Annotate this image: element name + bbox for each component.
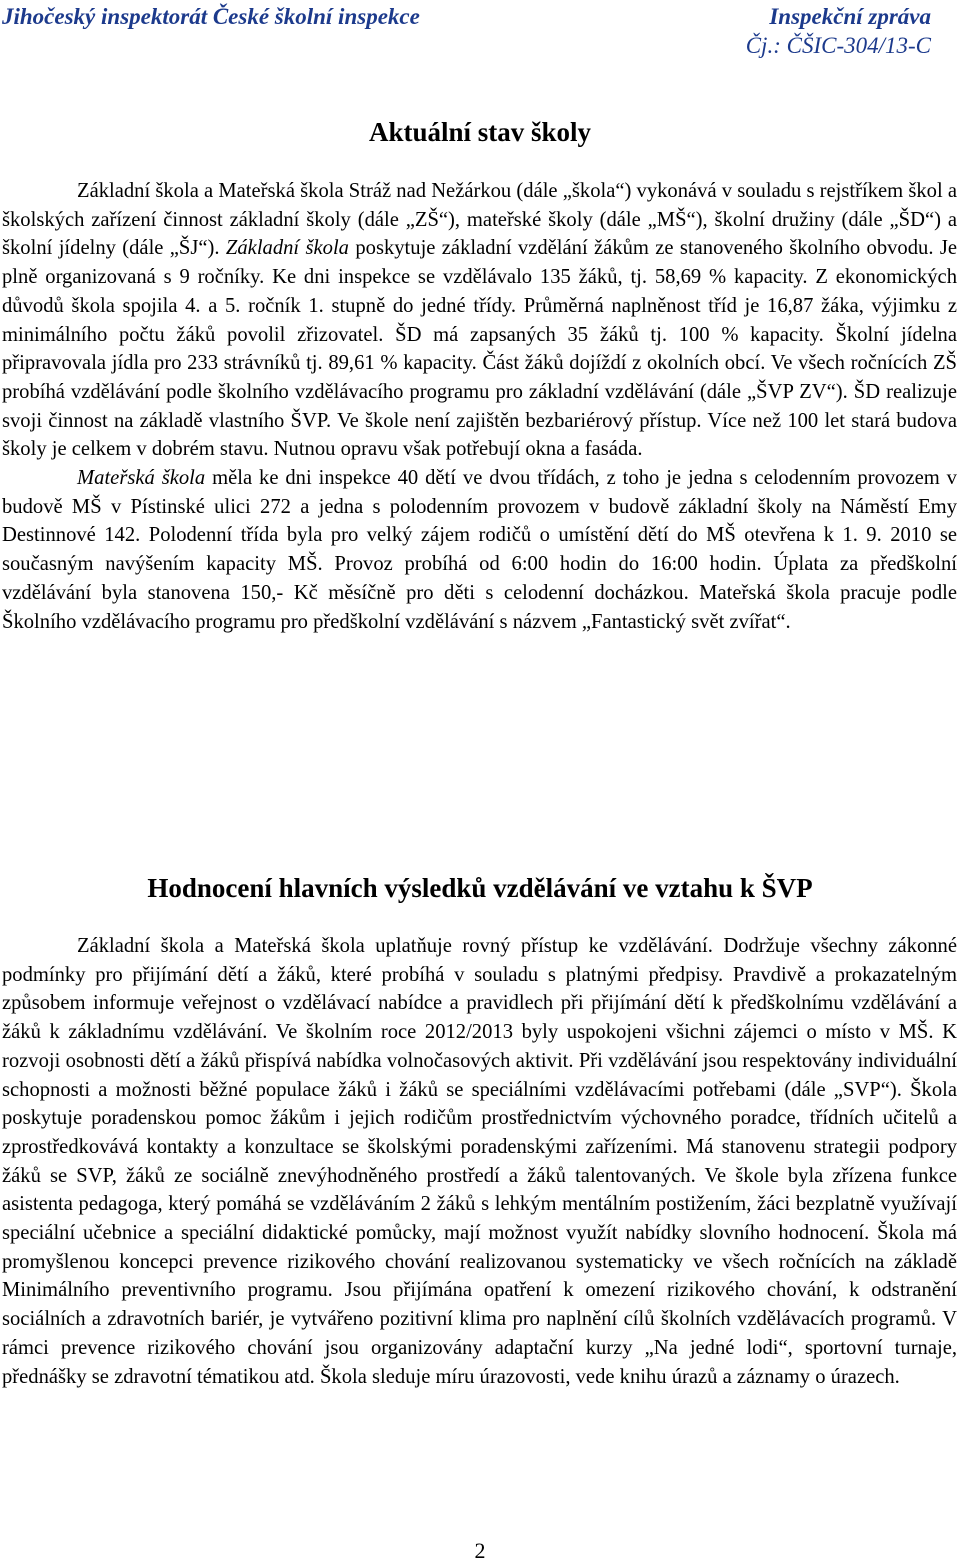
paragraph-equal-access: Základní škola a Mateřská škola uplatňuje rovný přístup ke vzdělávání. Dodržuje všechny zákonné podmínky pro přijímání dětí a žáků, které probíhá v souladu s platnými předpisy. Pravdivě a prokazatelným způsobem informuje veřejnost o vzdělávací nabídce a pravidlech při přijímání dětí k předškolnímu vzdělávání a žáků k základnímu vzdělávání. Ve školním roce 2012/2013 byly uspokojeni všichni zájemci o místo v MŠ. K rozvoji osobnosti dětí a žáků přispívá nabídka volnočasových aktivit. Při vzdělávání jsou respektovány individuální schopnosti a možnosti běžné populace žáků i žáků se speciálními vzdělávacími potřebami (dále „SVP“). Škola poskytuje poradenskou pomoc žákům i jejich rodičům prostřednictvím výchovného poradce, třídních učitelů a zprostředkovává kontakty a konzultace se školskými poradenskými zařízeními. Má stanovenu strategii podpory žáků se SVP, žáků ze sociálně znevýhodněného prostředí a žáků talentovaných. Ve škole byla zřízena funkce asistenta pedagoga, který pomáhá se vzděláváním 2 žáků s lehkým mentálním postižením, žáci bezplatně využívají speciální učebnice a speciální didaktické pomůcky, mají možnost využít nabídky slovního hodnocení. Škola má promyšlenou koncepci prevence rizikového chování realizovanou systematicky ve všech ročnících na základě Minimálního preventivního programu. Jsou přijímána opatření k omezení rizikového chování, k odstranění sociálních a zdravotních bariér, je vytvářeno pozitivní klima pro naplnění cílů školních vzdělávacích programů. V rámci prevence rizikového chování jsou organizovány adaptační kurzy „Na jedné lodi“, sportovní turnaje, přednášky se zdravotní tématikou atd. Škola sleduje míru úrazovosti, vede knihu úrazů a záznamy o úrazech.	[2, 935, 957, 1388]
paragraph-text: Základní škola a Mateřská škola Stráž nad Nežárkou (dále „škola“) vykonává v souladu s rejstříkem škol a školských zařízení činnost základní školy (dále „ZŠ“), mateřské školy (dále „MŠ“), školní družiny (dále „ŠD“) a školní jídelny (dále „ŠJ“).	[2, 180, 957, 260]
header-reference-number: Čj.: ČŠIC-304/13-C	[745, 33, 931, 58]
italic-term-basic-school: Základní škola	[225, 237, 349, 260]
paragraph-text: měla ke dni inspekce 40 dětí ve dvou třídách, z toho je jedna s celodenním provozem v budově MŠ v Pístinské ulici 272 a jedna s polodenním provozem v budově základní školy na Náměstí Emy Destinnové 142. Polodenní třída byla pro velký zájem rodičů o umístění dětí do MŠ otevřena k 1. 9. 2010 se současným navýšením kapacity MŠ. Provoz probíhá od 6:00 hodin do 16:00 hodin. Úplata za předškolní vzdělávání byla stanovena 150,- Kč měsíčně pro děti s celodenní docházkou. Mateřská škola pracuje podle Školního vzdělávacího programu pro předškolní vzdělávání s názvem „Fantastický svět zvířat“.	[2, 467, 957, 633]
page-header	[0, 0, 960, 72]
header-document-type: Inspekční zpráva	[769, 4, 931, 29]
page-number: 2	[474, 1538, 486, 1563]
paragraph-basic-school	[2, 177, 957, 464]
paragraph-text: poskytuje základní vzdělání žákům ze stanoveného školního obvodu. Je plně organizovaná s 9 ročníky. Ke dni inspekce se vzdělávalo 135 žáků, tj. 58,69 % kapacity. Z ekonomických důvodů škola spojila 4. a 5. ročník 1. stupně do jedné třídy. Průměrná naplněnost tříd je 16,87 žáka, výjimku z minimálního počtu žáků povolil zřizovatel. ŠD má zapsaných 35 žáků tj. 100 % kapacity. Školní jídelna připravovala jídla pro 233 strávníků tj. 89,61 % kapacity. Část žáků dojíždí z okolních obcí. Ve všech ročnících ZŠ probíhá vzdělávání podle školního vzdělávacího programu pro základní vzdělávání (dále „ŠVP ZV“). ŠD realizuje svoji činnost na základě vlastního ŠVP. Ve škole není zajištěn bezbariérový přístup. Více než 100 let stará budova školy je celkem v dobrém stavu. Nutnou opravu však potřebují okna a fasáda.	[2, 237, 957, 461]
paragraph-kindergarten	[2, 464, 957, 636]
section-title-current-state: Aktuální stav školy	[368, 117, 592, 147]
section-body-current-state	[2, 177, 957, 636]
header-authority: Jihočeský inspektorát České školní inspekce	[2, 4, 420, 29]
italic-term-kindergarten: Mateřská škola	[77, 467, 206, 490]
section-title-results: Hodnocení hlavních výsledků vzdělávání ve vztahu k ŠVP	[147, 873, 813, 903]
section-body-results	[2, 932, 957, 1391]
